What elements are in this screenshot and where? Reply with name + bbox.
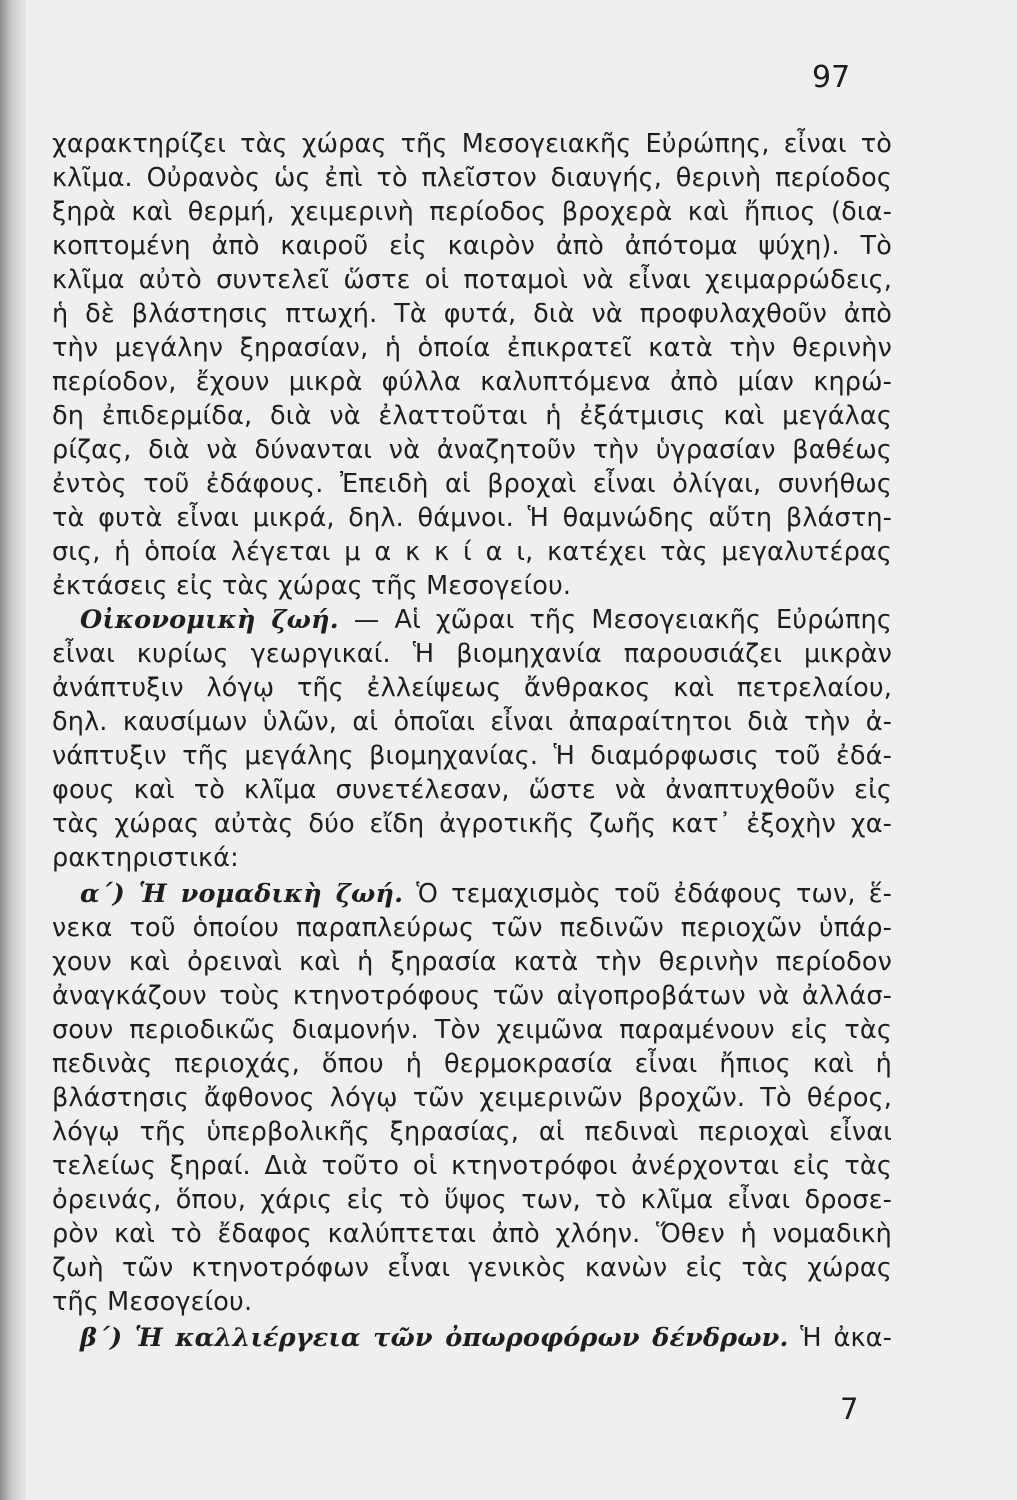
text-line: δηλ. καυσίμων ὑλῶν, αἱ ὁποῖαι εἶναι ἀπαραίτητοι διὰ τὴν ἀ- (52, 707, 892, 737)
text-line: ἐκτάσεις εἰς τὰς χώρας τῆς Μεσογείου. (52, 571, 572, 601)
text-line: ἡ δὲ βλάστησις πτωχή. Τὰ φυτά, διὰ νὰ προφυλαχθοῦν ἀπὸ (52, 299, 892, 329)
text-line: ἀναγκάζουν τοὺς κτηνοτρόφους τῶν αἰγοπροβάτων νὰ ἀλλάσ- (52, 981, 892, 1011)
text-line: ρίζας, διὰ νὰ δύνανται νὰ ἀναζητοῦν τὴν ὑγρασίαν βαθέως (52, 435, 892, 465)
text-line: ἐντὸς τοῦ ἐδάφους. Ἐπειδὴ αἱ βροχαὶ εἶναι ὀλίγαι, συνήθως (52, 469, 892, 499)
text-line: δη ἐπιδερμίδα, διὰ νὰ ἐλαττοῦται ἡ ἐξάτμισις καὶ μεγάλας (52, 401, 892, 431)
text-line: πεδινὰς περιοχάς, ὅπου ἡ θερμοκρασία εἶναι ἤπιος καὶ ἡ (52, 1049, 892, 1079)
text-line: ρὸν καὶ τὸ ἔδαφος καλύπτεται ἀπὸ χλόην. Ὅθεν ἡ νομαδικὴ (52, 1219, 892, 1249)
binding-shadow (0, 0, 26, 1500)
section-orchards-opening: Ἡ ἀκα- (788, 1323, 892, 1353)
text-line: περίοδον, ἔχουν μικρὰ φύλλα καλυπτόμενα ἀπὸ μίαν κηρώ- (52, 367, 892, 397)
section-nomadic-first-line (52, 877, 892, 911)
text-line: φους καὶ τὸ κλῖμα συνετέλεσαν, ὥστε νὰ ἀναπτυχθοῦν εἰς (52, 775, 892, 805)
page-number: 97 (812, 60, 851, 95)
text-line: χαρακτηρίζει τὰς χώρας τῆς Μεσογειακῆς Εὐρώπης, εἶναι τὸ (52, 129, 892, 159)
text-line: νεκα τοῦ ὁποίου παραπλεύρως τῶν πεδινῶν περιοχῶν ὑπάρ- (52, 913, 892, 943)
text-line: εἶναι κυρίως γεωργικαί. Ἡ βιομηχανία παρουσιάζει μικρὰν (52, 639, 892, 669)
text-line: τὰς χώρας αὐτὰς δύο εἴδη ἀγροτικῆς ζωῆς κατ᾿ ἐξοχὴν χα- (52, 809, 892, 839)
section-heading-economy: Οἰκονομικὴ ζωή. (80, 605, 339, 635)
printer-signature-number: 7 (840, 1392, 859, 1426)
section-orchards-first-line (52, 1321, 892, 1355)
text-line: τελείως ξηραί. Διὰ τοῦτο οἱ κτηνοτρόφοι ἀνέρχονται εἰς τὰς (52, 1151, 892, 1181)
text-line: τῆς Μεσογείου. (52, 1287, 253, 1317)
text-line: βλάστησις ἄφθονος λόγῳ τῶν χειμερινῶν βροχῶν. Τὸ θέρος, (52, 1083, 892, 1113)
text-line: ὀρεινάς, ὅπου, χάρις εἰς τὸ ὕψος των, τὸ κλῖμα εἶναι δροσε- (52, 1185, 892, 1215)
text-line: ξηρὰ καὶ θερμή, χειμερινὴ περίοδος βροχερὰ καὶ ἤπιος (δια- (52, 197, 892, 227)
text-line: ζωὴ τῶν κτηνοτρόφων εἶναι γενικὸς κανὼν εἰς τὰς χώρας (52, 1253, 892, 1283)
text-line: λόγῳ τῆς ὑπερβολικῆς ξηρασίας, αἱ πεδιναὶ περιοχαὶ εἶναι (52, 1117, 892, 1147)
body-text (52, 127, 892, 1355)
text-line: κοπτομένη ἀπὸ καιροῦ εἰς καιρὸν ἀπὸ ἀπότομα ψύχη). Τὸ (52, 231, 892, 261)
text-line: σις, ἡ ὁποία λέγεται μ α κ κ ί α ι, κατέχει τὰς μεγαλυτέρας (52, 537, 892, 567)
text-line: νάπτυξιν τῆς μεγάλης βιομηχανίας. Ἡ διαμόρφωσις τοῦ ἐδά- (52, 741, 892, 771)
text-line: χουν καὶ ὀρειναὶ καὶ ἡ ξηρασία κατὰ τὴν θερινὴν περίοδον (52, 947, 892, 977)
text-line: ἀνάπτυξιν λόγῳ τῆς ἐλλείψεως ἄνθρακος καὶ πετρελαίου, (52, 673, 892, 703)
section-heading-nomadic: α΄) Ἡ νομαδικὴ ζωή. (80, 879, 404, 909)
text-line: ρακτηριστικά: (52, 843, 239, 873)
text-line: τὰ φυτὰ εἶναι μικρά, δηλ. θάμνοι. Ἡ θαμνώδης αὕτη βλάστη- (52, 503, 892, 533)
text-line: κλῖμα αὐτὸ συντελεῖ ὥστε οἱ ποταμοὶ νὰ εἶναι χειμαρρώδεις, (52, 265, 892, 295)
text-line: κλῖμα. Οὐρανὸς ὡς ἐπὶ τὸ πλεῖστον διαυγής, θερινὴ περίοδος (52, 163, 892, 193)
section-economy-first-line (52, 603, 892, 637)
text-line: τὴν μεγάλην ξηρασίαν, ἡ ὁποία ἐπικρατεῖ κατὰ τὴν θερινὴν (52, 333, 892, 363)
text-line: σουν περιοδικῶς διαμονήν. Τὸν χειμῶνα παραμένουν εἰς τὰς (52, 1015, 892, 1045)
section-nomadic-opening: Ὁ τεμαχισμὸς τοῦ ἐδάφους των, ἕ- (403, 879, 892, 909)
section-economy-opening: — Αἱ χῶραι τῆς Μεσογειακῆς Εὐρώπης (338, 605, 892, 635)
section-heading-orchards: β΄) Ἡ καλλιέργεια τῶν ὀπωροφόρων δένδρων. (80, 1323, 789, 1353)
